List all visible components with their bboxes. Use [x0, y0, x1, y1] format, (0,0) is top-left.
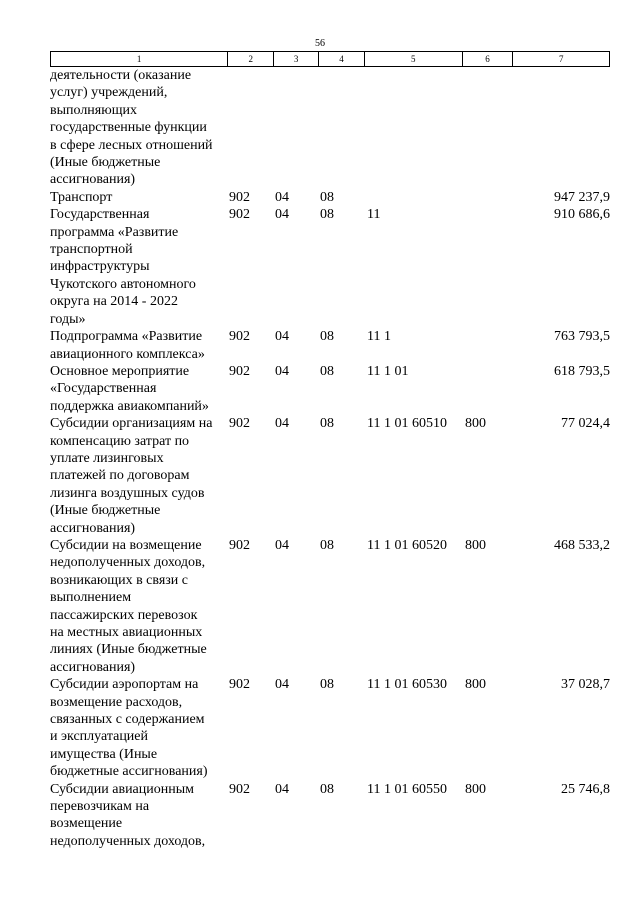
row-description: Субсидии на возмещение недополученных доходов, возникающих в связи с выполнением пассажирских перевозок на местных авиационных линиях (Иные бюджетные ассигнования) [50, 537, 207, 675]
header-col-5: 5 [365, 52, 463, 66]
row-description: Государственная программа «Развитие транспортной инфраструктуры Чукотского автономного округа на 2014 - 2022 годы» [50, 207, 196, 327]
row-col-7: 910 686,6 [554, 207, 610, 223]
table-row [50, 363, 610, 415]
row-col-4: 08 [320, 329, 334, 345]
table-row [50, 206, 610, 328]
table-row [50, 67, 610, 189]
row-col-3: 04 [275, 416, 289, 432]
row-col-4: 08 [320, 189, 334, 205]
table-row [50, 676, 610, 780]
row-col-4: 08 [320, 363, 334, 379]
row-col-5: 11 1 [367, 329, 391, 345]
row-col-5: 11 1 01 60510 [367, 416, 447, 432]
row-col-4: 08 [320, 416, 334, 432]
row-col-7: 25 746,8 [561, 781, 610, 797]
row-col-5: 11 [367, 207, 381, 223]
row-col-2: 902 [229, 537, 250, 553]
row-col-2: 902 [229, 416, 250, 432]
row-col-5: 11 1 01 60530 [367, 677, 447, 693]
row-col-4: 08 [320, 677, 334, 693]
row-col-7: 763 793,5 [554, 329, 610, 345]
page-number: 56 [315, 38, 325, 49]
table-header [50, 51, 610, 67]
row-col-2: 902 [229, 189, 250, 205]
row-col-6: 800 [465, 416, 486, 432]
row-description: Основное мероприятие «Государственная поддержка авиакомпаний» [50, 363, 209, 414]
row-col-2: 902 [229, 329, 250, 345]
row-description: Субсидии организациям на компенсацию затрат по уплате лизинговых платежей по договорам лизинга воздушных судов (Иные бюджетные ассигнования) [50, 416, 213, 536]
row-col-7: 947 237,9 [554, 189, 610, 205]
table-row [50, 189, 610, 206]
row-col-3: 04 [275, 363, 289, 379]
row-description: Подпрограмма «Развитие авиационного комплекса» [50, 329, 205, 362]
budget-table-body [50, 67, 610, 850]
row-col-4: 08 [320, 207, 334, 223]
row-col-4: 08 [320, 537, 334, 553]
row-col-6: 800 [465, 781, 486, 797]
row-col-3: 04 [275, 207, 289, 223]
header-col-4: 4 [319, 52, 365, 66]
row-col-2: 902 [229, 207, 250, 223]
row-col-4: 08 [320, 781, 334, 797]
row-col-7: 77 024,4 [561, 416, 610, 432]
row-col-7: 37 028,7 [561, 677, 610, 693]
row-col-5: 11 1 01 60520 [367, 537, 447, 553]
row-description: Субсидии аэропортам на возмещение расходов, связанных с содержанием и эксплуатацией имущества (Иные бюджетные ассигнования) [50, 677, 208, 780]
header-col-3: 3 [274, 52, 319, 66]
row-col-3: 04 [275, 677, 289, 693]
table-row [50, 415, 610, 537]
row-description: Транспорт [50, 189, 113, 205]
header-col-2: 2 [228, 52, 274, 66]
row-col-6: 800 [465, 677, 486, 693]
table-row [50, 781, 610, 851]
row-description: деятельности (оказание услуг) учреждений, выполняющих государственные функции в сфере лесных отношений (Иные бюджетные ассигнования) [50, 68, 213, 188]
table-row [50, 328, 610, 363]
header-col-1: 1 [51, 52, 228, 66]
row-col-2: 902 [229, 363, 250, 379]
row-description: Субсидии авиационным перевозчикам на возмещение недополученных доходов, [50, 781, 206, 849]
row-col-6: 800 [465, 537, 486, 553]
table-row [50, 537, 610, 676]
header-col-7: 7 [558, 54, 564, 64]
row-col-2: 902 [229, 677, 250, 693]
row-col-5: 11 1 01 [367, 363, 409, 379]
row-col-7: 618 793,5 [554, 363, 610, 379]
row-col-3: 04 [275, 189, 289, 205]
row-col-5: 11 1 01 60550 [367, 781, 447, 797]
row-col-3: 04 [275, 537, 289, 553]
row-col-3: 04 [275, 781, 289, 797]
header-col-6: 6 [463, 52, 514, 66]
row-col-3: 04 [275, 329, 289, 345]
row-col-2: 902 [229, 781, 250, 797]
row-col-7: 468 533,2 [554, 537, 610, 553]
